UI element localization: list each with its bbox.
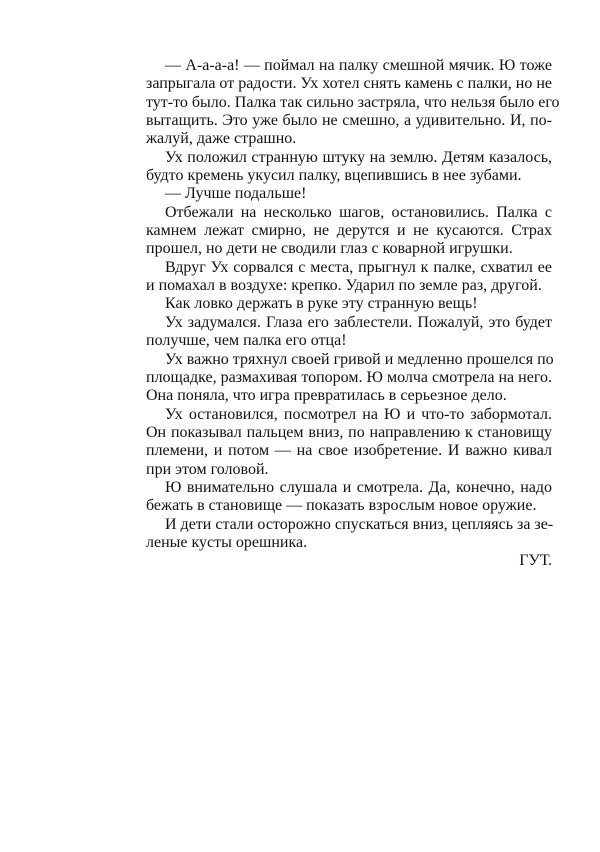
text-line: прошел, но дети не сводили глаз с коварной игрушки. bbox=[146, 240, 513, 258]
text-line: жалуй, даже страшно. bbox=[146, 130, 297, 148]
author-signature: ГУТ. bbox=[519, 552, 552, 570]
text-line: бежать в становище — показать взрослым новое оружие. bbox=[146, 497, 537, 515]
text-line: при этом головой. bbox=[146, 460, 269, 478]
text-line: Ух положил странную штуку на землю. Детям казалось, bbox=[165, 148, 552, 166]
text-line: вытащить. Это уже было не смешно, а удивительно. И, по- bbox=[146, 112, 552, 130]
text-line: — А-а-а-а! — поймал на палку смешной мячик. Ю тоже bbox=[165, 57, 552, 74]
text-line: будто кремень укусил палку, вцепившись в нее зубами. bbox=[146, 167, 522, 185]
text-line: Ух важно тряхнул своей гривой и медленно прошелся по bbox=[165, 350, 554, 368]
text-line: площадке, размахивая топором. Ю молча смотрела на него. bbox=[146, 368, 552, 386]
text-line: Как ловко держать в руке эту странную вещь! bbox=[165, 295, 478, 313]
text-line: Она поняла, что игра превратилась в серьезное дело. bbox=[146, 387, 507, 405]
text-line: леные кусты орешника. bbox=[146, 533, 308, 551]
text-line: Вдруг Ух сорвался с места, прыгнул к палке, схватил ее bbox=[165, 258, 552, 276]
text-line: Он показывал пальцем вниз, по направлению к становищу bbox=[146, 423, 552, 441]
text-line: Отбежали на несколько шагов, остановились. Палка с bbox=[165, 203, 552, 221]
text-line: запрыгала от радости. Ух хотел снять камень с палки, но не bbox=[146, 75, 552, 93]
text-line: — Лучше подальше! bbox=[165, 185, 307, 203]
story-text bbox=[146, 57, 560, 571]
text-line: получше, чем палка его отца! bbox=[146, 332, 347, 350]
text-line: И дети стали осторожно спускаться вниз, цепляясь за зе- bbox=[165, 515, 554, 533]
text-line: Ух задумался. Глаза его заблестели. Пожалуй, это будет bbox=[165, 313, 552, 331]
text-line: тут-то было. Палка так сильно застряла, что нельзя было его bbox=[146, 93, 560, 111]
text-line: Ух остановился, посмотрел на Ю и что-то забормотал. bbox=[165, 405, 552, 423]
text-line: камнем лежат смирно, не дерутся и не кусаются. Страх bbox=[146, 222, 552, 240]
text-line: Ю внимательно слушала и смотрела. Да, конечно, надо bbox=[165, 478, 552, 496]
text-line: и помахал в воздухе: крепко. Ударил по земле раз, другой. bbox=[146, 277, 542, 295]
text-line: племени, и потом — на свое изобретение. И важно кивал bbox=[146, 442, 552, 460]
